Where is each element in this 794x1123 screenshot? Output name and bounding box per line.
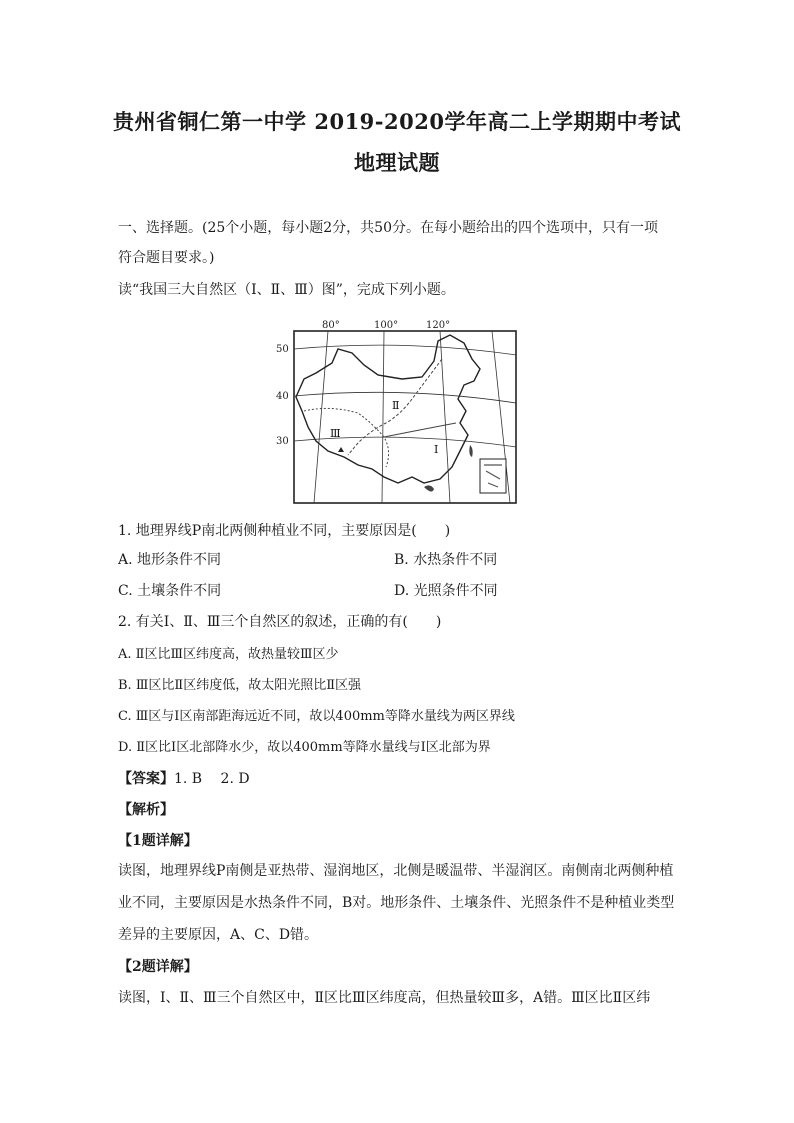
detail-2-label: 【2题详解】 [118,959,198,975]
answer-text: 1. B 2. D [174,771,250,787]
document-subtitle: 地理试题 [354,150,440,175]
china-natural-regions-map [274,319,522,509]
lat-label-30: 30 [276,436,289,447]
lat-label-50: 50 [276,344,289,355]
q2-option-b: B. Ⅲ区比Ⅱ区纬度低，故太阳光照比Ⅱ区强 [118,678,362,693]
lon-label-80: 80° [322,320,340,331]
q2-option-d: D. Ⅱ区比Ⅰ区北部降水少，故以400mm等降水量线与Ⅰ区北部为界 [118,740,491,755]
q2-option-c: C. Ⅲ区与Ⅰ区南部距海远近不同，故以400mm等降水量线为两区界线 [118,709,515,724]
question-intro: 读“我国三大自然区（Ⅰ、Ⅱ、Ⅲ）图”，完成下列小题。 [118,282,455,298]
q1-stem: 1. 地理界线P南北两侧种植业不同，主要原因是( ) [118,523,451,539]
q2-option-a: A. Ⅱ区比Ⅲ区纬度高，故热量较Ⅲ区少 [118,647,339,662]
q1-option-b: B. 水热条件不同 [394,552,498,568]
lon-label-120: 120° [426,320,451,331]
document-title: 贵州省铜仁第一中学 2019-2020学年高二上学期期中考试 [113,109,681,134]
south-sea-inset [480,459,506,493]
detail-1-line1: 读图，地理界线P南侧是亚热带、湿润地区，北侧是暖温带、半湿润区。南侧南北两侧种植 [118,863,674,879]
lat-label-40: 40 [276,391,289,402]
answer-label: 【答案】 [118,771,174,787]
q2-stem: 2. 有关Ⅰ、Ⅱ、Ⅲ三个自然区的叙述，正确的有( ) [118,614,442,630]
region-label-3: Ⅲ [330,427,341,440]
detail-1-label: 【1题详解】 [118,833,198,849]
answer-line [118,769,688,789]
analysis-label: 【解析】 [118,802,174,818]
detail-2-line1: 读图，Ⅰ、Ⅱ、Ⅲ三个自然区中，Ⅱ区比Ⅲ区纬度高，但热量较Ⅲ多，A错。Ⅲ区比Ⅱ区纬 [118,990,651,1006]
section-heading-line2: 符合题目要求。) [118,250,215,266]
region-label-1: Ⅰ [434,443,439,456]
q1-option-c: C. 土壤条件不同 [118,583,222,599]
section-heading-line1: 一、选择题。(25个小题，每小题2分，共50分。在每小题给出的四个选项中，只有一项 [118,220,658,236]
q1-option-a: A. 地形条件不同 [118,552,222,568]
lon-label-100: 100° [374,320,399,331]
q1-option-d: D. 光照条件不同 [394,583,498,599]
region-label-2: Ⅱ [392,399,400,412]
detail-1-line3: 差异的主要原因，A、C、D错。 [118,927,319,943]
detail-1-line2: 业不同，主要原因是水热条件不同，B对。地形条件、土壤条件、光照条件不是种植业类型 [118,895,675,911]
